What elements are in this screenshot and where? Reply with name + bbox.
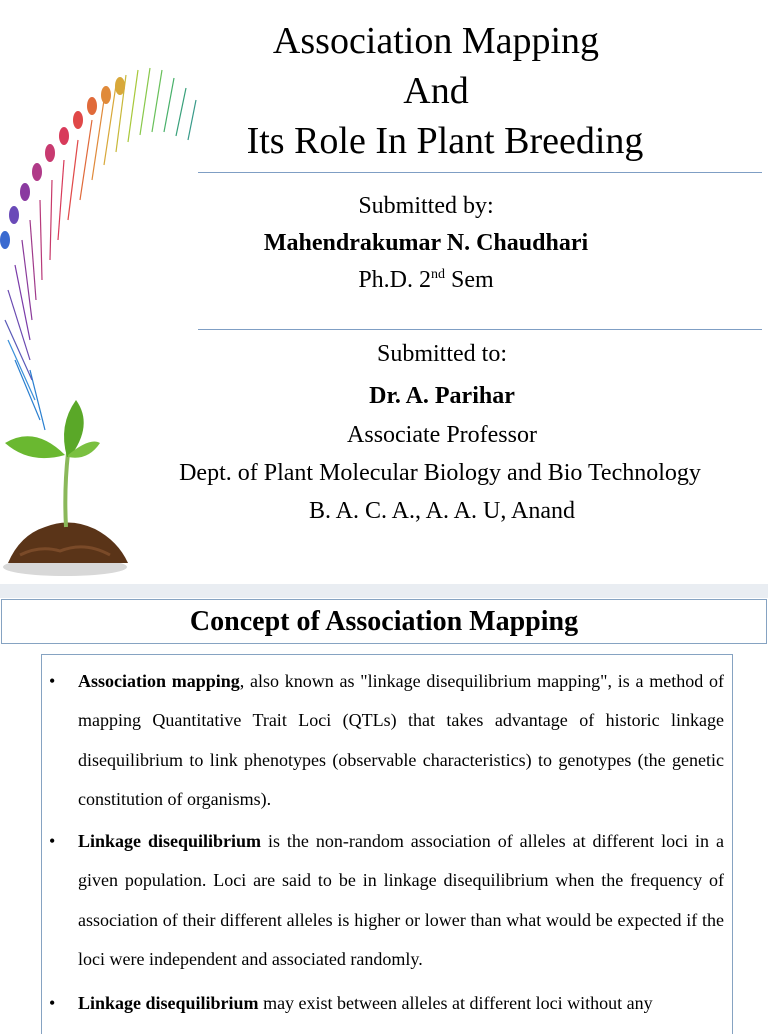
department: Dept. of Plant Molecular Biology and Bio Technology [179,460,701,486]
submitted-by-label: Submitted by: [358,193,494,219]
presentation-title-line1: Association Mapping [272,20,600,62]
slide2-heading-text: Concept of Association Mapping [189,606,579,637]
bullet-3-text: Linkage disequilibrium may exist between alleles at different loci without any [78,993,653,1013]
presentation-title-line2: And [403,70,469,112]
divider-top [198,172,762,173]
guide-name: Dr. A. Parihar [369,383,515,409]
guide-title: Associate Professor [347,422,537,448]
submitted-to-label: Submitted to: [376,341,507,367]
student-degree: Ph.D. 2nd Sem [358,267,494,293]
dna-helix-beads [0,77,125,249]
slide-separator [0,584,768,598]
dna-helix-rungs [5,68,196,430]
bullet-1-text: Association mapping, also known as "linkage disequilibrium mapping", is a method of mapping Quantitative Trait Loci (QTLs) that takes advantage of historic linkage disequilibrium to link phenotypes (observable characteristics) to genotypes (the genetic constitution of organisms). [78,671,724,810]
slide2-heading [1,599,767,644]
seedling-stem [65,453,68,527]
institution: B. A. C. A., A. A. U, Anand [308,498,576,524]
bullet-3-symbol: • [49,993,56,1013]
bullet-2-text: Linkage disequilibrium is the non-random association of alleles at different loci in a given population. Loci are said to be in linkage disequilibrium when the frequency of association of their different alleles is higher or lower than what would be expected if the loci were independent and associated randomly. [78,831,724,970]
bullet-2-symbol: • [49,831,56,851]
presentation-title-line3: Its Role In Plant Breeding [246,120,644,162]
divider-bottom [198,329,762,330]
bullet-1-symbol: • [49,671,56,691]
student-name: Mahendrakumar N. Chaudhari [263,230,589,256]
soil-mound [8,522,128,563]
left-leaf [5,436,65,458]
